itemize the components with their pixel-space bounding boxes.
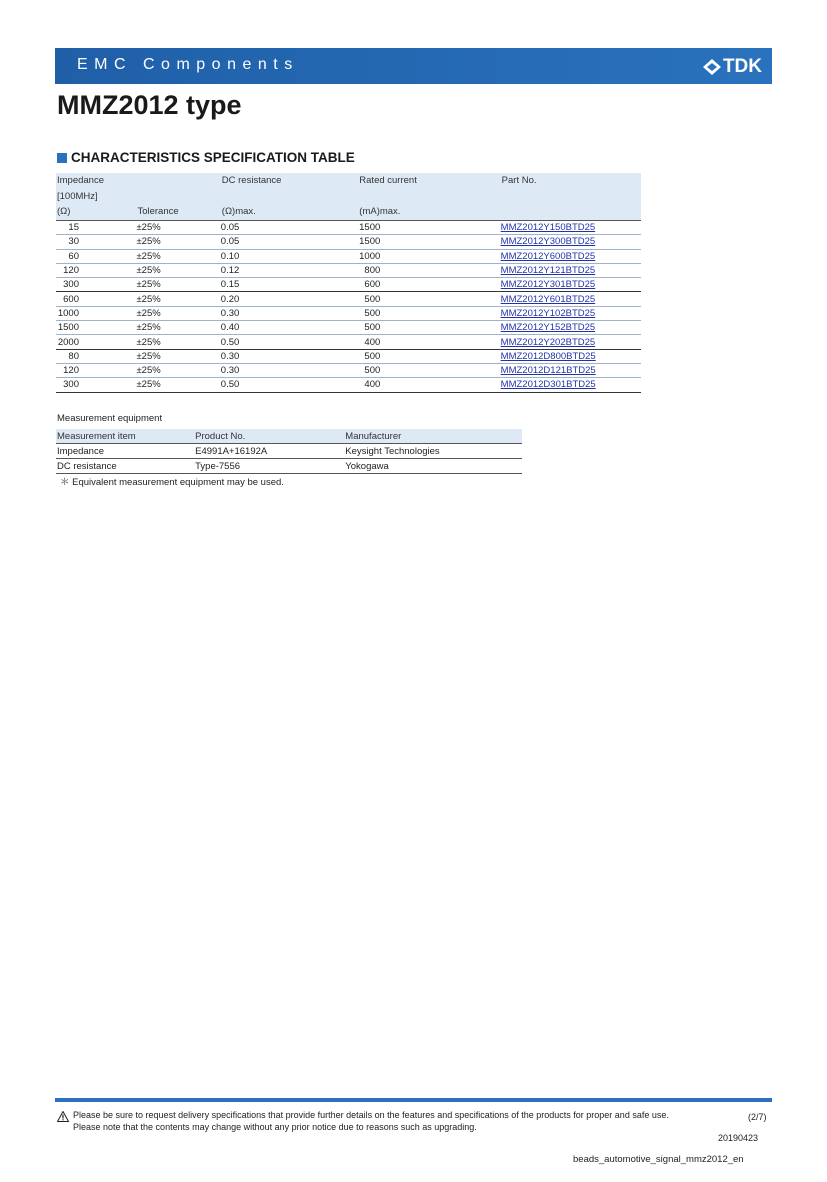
page-title: MMZ2012 type (57, 90, 242, 120)
section-square-icon (57, 153, 67, 163)
header-impedance-freq: [100MHz] (56, 191, 136, 206)
header-tolerance: Tolerance (136, 206, 220, 221)
rated-current-value: 500 (364, 307, 381, 319)
impedance-value: 120 (63, 365, 79, 377)
rated-current-value: 1500 (359, 222, 381, 234)
impedance-value: 30 (68, 236, 79, 248)
manufacturer: Yokogawa (344, 459, 522, 474)
tolerance-value: ±25% (136, 236, 161, 248)
tolerance-value: ±25% (136, 250, 161, 262)
table-row (56, 263, 641, 277)
footer-divider (55, 1098, 772, 1102)
manufacturer: Keysight Technologies (344, 444, 522, 459)
rated-current-value: 400 (364, 379, 381, 391)
rated-current-value: 600 (364, 279, 381, 291)
section-title: CHARACTERISTICS SPECIFICATION TABLE (71, 150, 355, 165)
part-number-link[interactable]: MMZ2012Y121BTD25 (500, 265, 596, 277)
table-row (56, 349, 641, 363)
dc-resistance-value: 0.20 (220, 293, 240, 305)
product-no: E4991A+16192A (194, 444, 344, 459)
rated-current-value: 500 (364, 365, 381, 377)
measurement-note: ＊ Equivalent measurement equipment may be used. (60, 477, 284, 488)
table-row (56, 459, 522, 474)
document-filename: beads_automotive_signal_mmz2012_en (573, 1154, 744, 1165)
rated-current-value: 1500 (359, 236, 381, 248)
dc-resistance-value: 0.05 (220, 222, 240, 234)
table-row (56, 249, 641, 263)
tolerance-value: ±25% (136, 379, 161, 391)
dc-resistance-value: 0.05 (220, 236, 240, 248)
dc-resistance-value: 0.40 (220, 322, 240, 334)
table-row (56, 378, 641, 392)
part-number-link[interactable]: MMZ2012Y300BTD25 (500, 236, 596, 248)
impedance-value: 300 (63, 279, 79, 291)
part-number-link[interactable]: MMZ2012Y150BTD25 (500, 222, 596, 234)
table-row (56, 444, 522, 459)
header-part-no: Part No. (501, 173, 641, 191)
dc-resistance-value: 0.30 (220, 307, 240, 319)
warning-triangle-icon (57, 1111, 69, 1122)
table-row (56, 292, 641, 306)
table-row (56, 235, 641, 249)
measurement-item: DC resistance (56, 459, 194, 474)
tolerance-value: ±25% (136, 279, 161, 291)
part-number-link[interactable]: MMZ2012D800BTD25 (500, 350, 596, 362)
header-dcr-unit: (Ω)max. (221, 206, 359, 221)
dc-resistance-value: 0.30 (220, 365, 240, 377)
dc-resistance-value: 0.30 (220, 350, 240, 362)
part-number-link[interactable]: MMZ2012D301BTD25 (500, 379, 596, 391)
impedance-value: 15 (68, 222, 79, 234)
header-banner (55, 48, 772, 84)
logo-text: TDK (722, 56, 762, 77)
rated-current-value: 500 (364, 350, 381, 362)
header-product-no: Product No. (194, 429, 344, 444)
table-row (56, 321, 641, 335)
part-number-link[interactable]: MMZ2012Y202BTD25 (500, 336, 596, 348)
part-number-link[interactable]: MMZ2012D121BTD25 (500, 365, 596, 377)
dc-resistance-value: 0.50 (220, 379, 240, 391)
product-no: Type-7556 (194, 459, 344, 474)
tolerance-value: ±25% (136, 350, 161, 362)
warning-line-2: Please note that the contents may change without any prior notice due to reasons such as upgrading. (73, 1121, 477, 1132)
tdk-logo (703, 56, 762, 78)
impedance-value: 60 (68, 250, 79, 262)
part-number-link[interactable]: MMZ2012Y301BTD25 (500, 279, 596, 291)
document-date: 20190423 (718, 1133, 759, 1143)
header-dc-resistance: DC resistance (221, 173, 359, 191)
part-number-link[interactable]: MMZ2012Y152BTD25 (500, 322, 596, 334)
warning-line-1: Please be sure to request delivery specifications that provide further details on the features and specifications of the products for proper and safe use. (73, 1110, 669, 1120)
measurement-table (56, 429, 522, 474)
tdk-emblem-icon (703, 59, 721, 75)
tolerance-value: ±25% (136, 265, 161, 277)
impedance-value: 300 (63, 379, 79, 391)
impedance-value: 1500 (57, 322, 79, 334)
section-heading (57, 150, 355, 165)
measurement-label: Measurement equipment (57, 413, 163, 424)
header-measurement-item: Measurement item (56, 429, 194, 444)
impedance-value: 600 (63, 293, 79, 305)
rated-current-value: 400 (364, 336, 381, 348)
dc-resistance-value: 0.10 (220, 250, 240, 262)
impedance-value: 80 (68, 350, 79, 362)
part-number-link[interactable]: MMZ2012Y102BTD25 (500, 307, 596, 319)
table-row (56, 306, 641, 320)
impedance-value: 120 (63, 265, 79, 277)
header-impedance-unit: (Ω) (56, 206, 136, 221)
table-row (56, 221, 641, 235)
tolerance-value: ±25% (136, 222, 161, 234)
impedance-value: 1000 (57, 307, 79, 319)
page-number: (2/7) (748, 1112, 767, 1122)
spec-table (56, 173, 641, 393)
table-row (56, 278, 641, 292)
tolerance-value: ±25% (136, 293, 161, 305)
header-impedance: Impedance (56, 173, 136, 191)
part-number-link[interactable]: MMZ2012Y601BTD25 (500, 293, 596, 305)
header-current-unit: (mA)max. (358, 206, 500, 221)
tolerance-value: ±25% (136, 365, 161, 377)
dc-resistance-value: 0.15 (220, 279, 240, 291)
impedance-value: 2000 (57, 336, 79, 348)
table-row (56, 335, 641, 349)
header-rated-current: Rated current (358, 173, 500, 191)
measurement-item: Impedance (56, 444, 194, 459)
dc-resistance-value: 0.50 (220, 336, 240, 348)
dc-resistance-value: 0.12 (220, 265, 240, 277)
header-manufacturer: Manufacturer (344, 429, 522, 444)
rated-current-value: 800 (364, 265, 381, 277)
part-number-link[interactable]: MMZ2012Y600BTD25 (500, 250, 596, 262)
rated-current-value: 500 (364, 322, 381, 334)
tolerance-value: ±25% (136, 336, 161, 348)
banner-title: EMC Components (77, 56, 299, 73)
table-row (56, 363, 641, 377)
rated-current-value: 1000 (359, 250, 381, 262)
tolerance-value: ±25% (136, 307, 161, 319)
rated-current-value: 500 (364, 293, 381, 305)
tolerance-value: ±25% (136, 322, 161, 334)
footer-warning (57, 1110, 669, 1133)
